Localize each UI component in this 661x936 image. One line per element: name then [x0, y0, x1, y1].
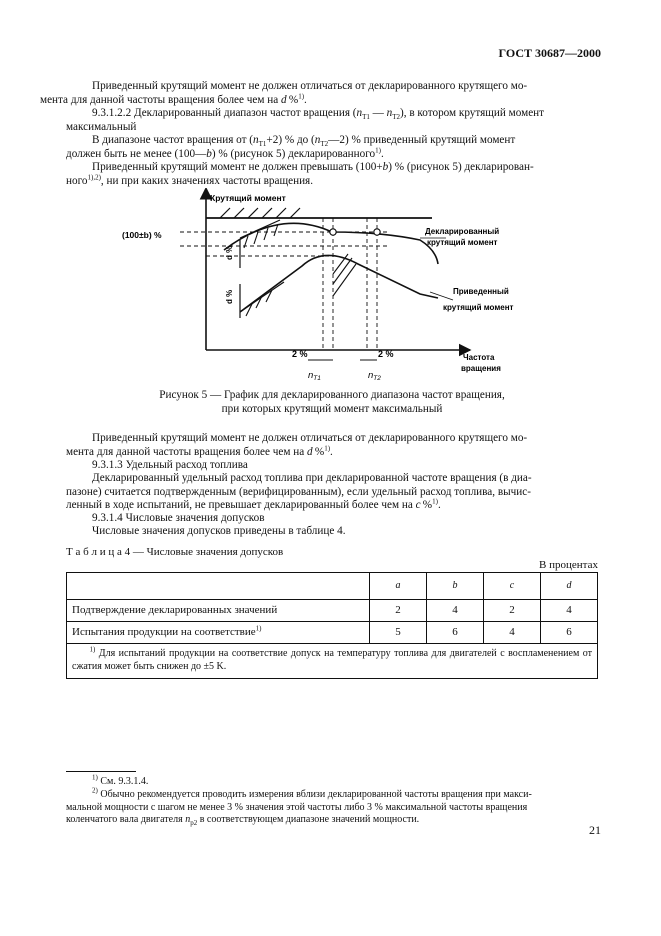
mid-hatch: [333, 254, 356, 296]
pct-left-label: 2 %: [292, 349, 308, 359]
cell-value: 2: [484, 600, 541, 622]
section-9-3-1-4: 9.3.1.4 Числовые значения допусков: [92, 512, 265, 524]
figure-5-caption: Рисунок 5 — График для декларированного диапазона частот вращения, при которых крутящий момент максимальный: [159, 389, 505, 415]
tolerance-table: [66, 572, 598, 679]
y-axis-label: Крутящий момент: [210, 193, 286, 203]
reduced-label-1: Приведенный: [453, 287, 509, 296]
table-header-row: [67, 573, 598, 600]
declared-label-1: Декларированный: [425, 227, 500, 236]
document-header: ГОСТ 30687—2000: [498, 46, 601, 60]
cell-value: 4: [484, 622, 541, 644]
reduced-torque-curve: [240, 255, 438, 312]
cell-value: 6: [541, 622, 598, 644]
lower-left-hatch: [246, 290, 272, 316]
table-row: [67, 600, 598, 622]
table-row: [67, 622, 598, 644]
nT1-label: $n_{T1}$: [308, 370, 321, 382]
point-nT2-circle: [374, 229, 380, 235]
nT2-label: $n_{T2}$: [368, 370, 381, 382]
pct-right-label: 2 %: [378, 349, 394, 359]
point-nT1-circle: [330, 229, 336, 235]
col-header-a: a: [370, 573, 427, 600]
left-hatch: [244, 224, 278, 248]
paragraph-fuel-consumption: Декларированный удельный расход топлива при декларированной частоте вращения (в диа- пазоне) считается подтвержденным (верифицированным), если удельный расход топлива, вычис- ленный в ходе испытаний, не превышает декларированный более чем на c %$^{1)}$.: [66, 472, 532, 512]
table-note-row: [67, 644, 598, 679]
col-header-c: c: [484, 573, 541, 600]
cell-value: 4: [427, 600, 484, 622]
paragraph-exceed: Приведенный крутящий момент не должен превышать (100+b) % (рисунок 5) декларирован- ного$^{1),2)}$, ни при каких значениях частоты вращения.: [66, 161, 534, 187]
row-label: Подтверждение декларированных значений: [67, 600, 370, 622]
table-note: $^{1)}$ Для испытаний продукции на соответствие допуск на температуру топлива для двигателей с воспламенением от сжатия может быть снижен до ±5 K.: [67, 644, 598, 679]
col-header-b: b: [427, 573, 484, 600]
paragraph-tolerances: Числовые значения допусков приведены в таблице 4.: [92, 525, 346, 537]
cell-value: 2: [370, 600, 427, 622]
footnote-2: $^{2)}$ Обычно рекомендуется проводить измерения вблизи декларированной частоты вращения при макси- мальной мощности с шагом не менее 3 % значения этой частоты либо 3 % максимальной частоты вращения коленчатого вала двигателя $n_{p2}$ в соответствующем диапазоне значений мощности.: [66, 786, 532, 827]
d-label-upper: d %: [225, 245, 234, 260]
upper-hatch: [220, 208, 300, 218]
section-9-3-1-3: 9.3.1.3 Удельный расход топлива: [92, 459, 248, 471]
d-label-lower: d %: [225, 289, 234, 304]
page-number: 21: [589, 823, 601, 837]
col-header-d: d: [541, 573, 598, 600]
figure-5-torque-graph: [120, 188, 540, 384]
x-axis-label-2: вращения: [461, 364, 501, 373]
x-axis-label-1: Частота: [463, 353, 495, 362]
cell-value: 4: [541, 600, 598, 622]
paragraph-range: В диапазоне частот вращения от $(n_{T1}+2)$ % до $(n_{T2}—2)$ % приведенный крутящий момент должен быть не менее (100—b) % (рисунок 5) декларированного$^{1)}$.: [66, 134, 516, 160]
cell-value: 6: [427, 622, 484, 644]
footnote-rule: [66, 771, 136, 772]
footnote-1: $^{1)}$ См. 9.3.1.4.: [92, 773, 149, 787]
row-label: Испытания продукции на соответствие$^{1)}$: [67, 622, 370, 644]
reduced-label-2: крутящий момент: [443, 303, 514, 312]
band-label: (100±b) %: [122, 230, 162, 240]
table-title: Т а б л и ц а 4 — Числовые значения допусков: [66, 546, 284, 558]
paragraph-9-3-1-2-2: 9.3.1.2.2 Декларированный диапазон частот вращения ($n_{T1}$ — $n_{T2}$), в котором крутящий момент максимальный: [66, 107, 545, 133]
table-unit: В процентах: [539, 559, 598, 571]
cell-value: 5: [370, 622, 427, 644]
paragraph-torque-deviation-2: Приведенный крутящий момент не должен отличаться от декларированного крутящего мо- мента для данной частоты вращения более чем на d %$^{1)}$.: [66, 432, 528, 458]
paragraph-torque-deviation: Приведенный крутящий момент не должен отличаться от декларированного крутящего мо- мента для данной частоты вращения более чем на d %$^{1)}$.: [40, 80, 528, 106]
declared-label-2: крутящий момент: [427, 238, 498, 247]
